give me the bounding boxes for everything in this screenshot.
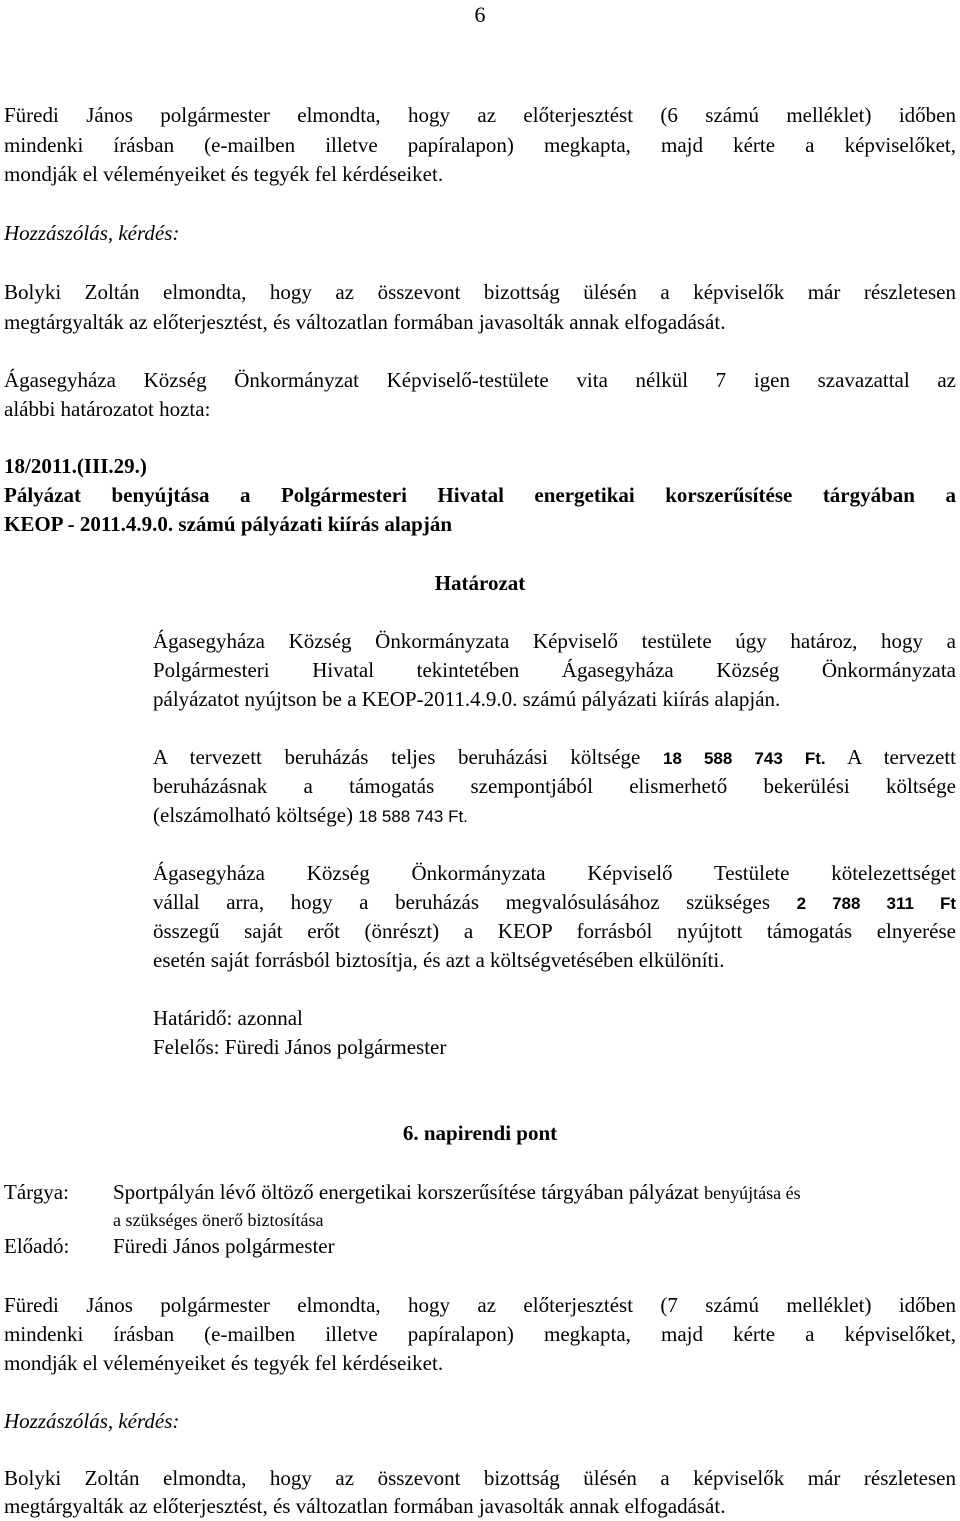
presenter-name: Füredi János polgármester (113, 1234, 335, 1258)
subject-main: Sportpályán lévő öltöző energetikai korszerűsítése tárgyában pályázat (113, 1180, 699, 1204)
subject-label: Tárgya: (4, 1180, 69, 1204)
own-funds-text: vállal arra, hogy a beruházás megvalósulásához szükséges (153, 890, 771, 914)
deadline: Határidő: azonnal (153, 1006, 303, 1030)
intro2-line-2: mindenki írásban (e-mailben illetve papíralapon) megkapta, majd kérte a képviselőket, (4, 1322, 956, 1346)
intro2-line-1: Füredi János polgármester elmondta, hogy az előterjesztést (7 számú melléklet) időben (4, 1293, 956, 1317)
eligible-cost-text: (elszámolható költsége) (153, 803, 354, 827)
resolution-p3-line-2 (153, 889, 956, 917)
bolyki2-line-1: Bolyki Zoltán elmondta, hogy az összevont bizottság ülésén a képviselők már részletesen (4, 1466, 956, 1490)
eligible-cost-amount: 18 588 743 Ft. (358, 807, 468, 826)
total-cost-amount: 18 588 743 Ft. (662, 749, 826, 768)
resolution-p2-line-3 (153, 802, 468, 830)
presenter-label: Előadó: (4, 1234, 70, 1258)
intro-line-2: mindenki írásban (e-mailben illetve papíralapon) megkapta, majd kérte a képviselőket, (4, 133, 956, 157)
bolyki-line-2: megtárgyalták az előterjesztést, és változatlan formában javasolták annak elfogadását. (4, 310, 726, 334)
vote-line-1: Ágasegyháza Község Önkormányzat Képviselő-testülete vita nélkül 7 igen szavazattal az (4, 368, 956, 392)
agenda-heading (0, 1120, 960, 1146)
resolution-title-line-2: KEOP - 2011.4.9.0. számú pályázati kiírás alapján (4, 512, 453, 536)
page-number: 6 (474, 2, 486, 27)
resolution-p3-line-1: Ágasegyháza Község Önkormányzata Képviselő Testülete kötelezettséget (153, 861, 956, 885)
comment2-heading: Hozzászólás, kérdés: (4, 1409, 180, 1433)
agenda-title: napirendi pont (423, 1121, 558, 1145)
resolution-p3-line-3: összegű saját erőt (önrészt) a KEOP forrásból nyújtott támogatás elnyerése (153, 919, 956, 943)
bolyki2-line-2: megtárgyalták az előterjesztést, és változatlan formában javasolták annak elfogadását. (4, 1494, 726, 1518)
vote-line-2: alábbi határozatot hozta: (4, 397, 211, 421)
cost-text: A tervezett beruházás teljes beruházási költsége (153, 745, 641, 769)
agenda-number: 6. (402, 1121, 419, 1145)
intro-line-3: mondják el véleményeiket és tegyék fel kérdéseiket. (4, 162, 444, 186)
responsible: Felelős: Füredi János polgármester (153, 1035, 447, 1059)
resolution-p1-line-3: pályázatot nyújtson be a KEOP-2011.4.9.0. számú pályázati kiírás alapján. (153, 687, 781, 711)
resolution-number: 18/2011.(III.29.) (4, 454, 147, 478)
resolution-p3-line-4: esetén saját forrásból biztosítja, és azt a költségvetésében elkülöníti. (153, 948, 725, 972)
bolyki-line-1: Bolyki Zoltán elmondta, hogy az összevont bizottság ülésén a képviselők már részletesen (4, 280, 956, 304)
resolution-title-line-1: Pályázat benyújtása a Polgármesteri Hivatal energetikai korszerűsítése tárgyában a (4, 483, 956, 507)
resolution-p1-line-2: Polgármesteri Hivatal tekintetében Ágasegyháza Község Önkormányzata (153, 658, 956, 682)
subject-line-2: a szükséges önerő biztosítása (113, 1210, 324, 1230)
resolution-p2-line-2: beruházásnak a támogatás szempontjából elismerhető bekerülési költsége (153, 774, 956, 798)
intro-line-1: Füredi János polgármester elmondta, hogy az előterjesztést (6 számú melléklet) időben (4, 103, 956, 127)
subject-small: benyújtása és (704, 1183, 801, 1203)
own-funds-amount: 2 788 311 Ft (796, 894, 956, 913)
intro2-line-3: mondják el véleményeiket és tegyék fel kérdéseiket. (4, 1351, 444, 1375)
comment-heading: Hozzászólás, kérdés: (4, 221, 180, 245)
resolution-p2-line-1 (153, 744, 956, 772)
subject-line-1 (113, 1179, 801, 1206)
resolution-p1-line-1: Ágasegyháza Község Önkormányzata Képviselő testülete úgy határoz, hogy a (153, 629, 956, 653)
resolution-heading: Határozat (434, 571, 526, 595)
cost-tail: A tervezett (847, 745, 956, 769)
